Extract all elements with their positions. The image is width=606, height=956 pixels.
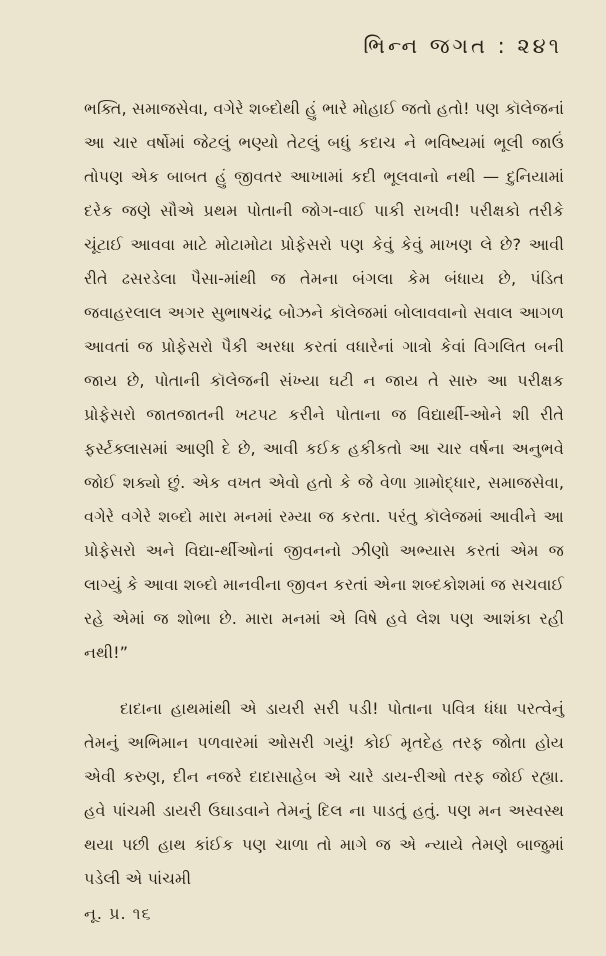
page-body (84, 92, 564, 896)
paragraph-quote-end: ભક્તિ, સમાજસેવા, વગેરે શબ્દોથી હું ભારે મોહાઈ જતો હતો! પણ કૉલેજનાં આ ચાર વર્ષોમાં જેટલું ભણ્યો તેટલું બધું કદાચ ને ભવિષ્યમાં ભૂલી જાઉં તોપણ એક બાબત હું જીવતર આખામાં કદી ભૂલવાનો નથી — દુનિયામાં દરેક જણે સૌએ પ્રથમ પોતાની જોગ-વાઈ પાકી રાખવી! પરીક્ષકો તરીકે ચૂંટાઈ આવવા માટે મોટામોટા પ્રોફેસરો પણ કેવું કેવું માખણ લે છે? આવી રીતે ઢસરડેલા પૈસા-માંથી જ તેમના બંગલા કેમ બંધાય છે, પંડિત જવાહરલાલ અગર સુભાષચંદ્ર બોઝને કૉલેજમાં બોલાવવાનો સવાલ આગળ આવતાં જ પ્રોફેસરો પૈકી અરધા કરતાં વધારેનાં ગાત્રો કેવાં વિગલિત બની જાય છે, પોતાની કૉલેજની સંખ્યા ઘટી ન જાય તે સારુ આ પરીક્ષક પ્રોફેસરો જાતજાતની ખટપટ કરીને પોતાના જ વિદ્યાર્થી-ઓને શી રીતે ફર્સ્ટક્લાસમાં આણી દે છે, આવી કઈક હકીકતો આ ચાર વર્ષના અનુભવે જોઈ શક્યો છું. એક વખત એવો હતો કે જે વેળા ગ્રામોદ્ધાર, સમાજસેવા, વગેરે વગેરે શબ્દો મારા મનમાં રમ્યા જ કરતા. પરંતુ કૉલેજમાં આવીને આ પ્રોફેસરો અને વિદ્યા-ર્થીઓનાં જીવનનો ઝીણો અભ્યાસ કરતાં એમ જ લાગ્યું કે આવા શબ્દો માનવીના જીવન કરતાં એના શબ્દકોશમાં જ સચવાઈ રહે એમાં જ શોભા છે. મારા મનમાં એ વિષે હવે લેશ પણ આશંકા રહી નથી!” (84, 99, 564, 662)
paragraph-narration: દાદાના હાથમાંથી એ ડાયરી સરી પડી! પોતાના પવિત્ર ધંધા પરત્વેનું તેમનું અભિમાન પળવારમાં ઓસરી ગયું! કોઈ મૃતદેહ તરફ જોતા હોય એવી કરુણ, દીન નજરે દાદાસાહેબ એ ચારે ડાય-રીઓ તરફ જોઈ રહ્યા. હવે પાંચમી ડાયરી ઉઘાડવાને તેમનું દિલ ના પાડતું હતું. પણ મન અસ્વસ્થ થયા પછી હાથ કાંઈક પણ ચાળા તો માગે જ એ ન્યાયે તેમણે બાજુમાં પડેલી એ પાંચમી (84, 699, 564, 888)
printer-signature-mark: નૂ. પ્ર. ૧૬ (84, 904, 152, 923)
paragraph-spacer (84, 670, 564, 692)
running-head: ભિન્ન જગત : ૨૪૧ (363, 34, 562, 58)
